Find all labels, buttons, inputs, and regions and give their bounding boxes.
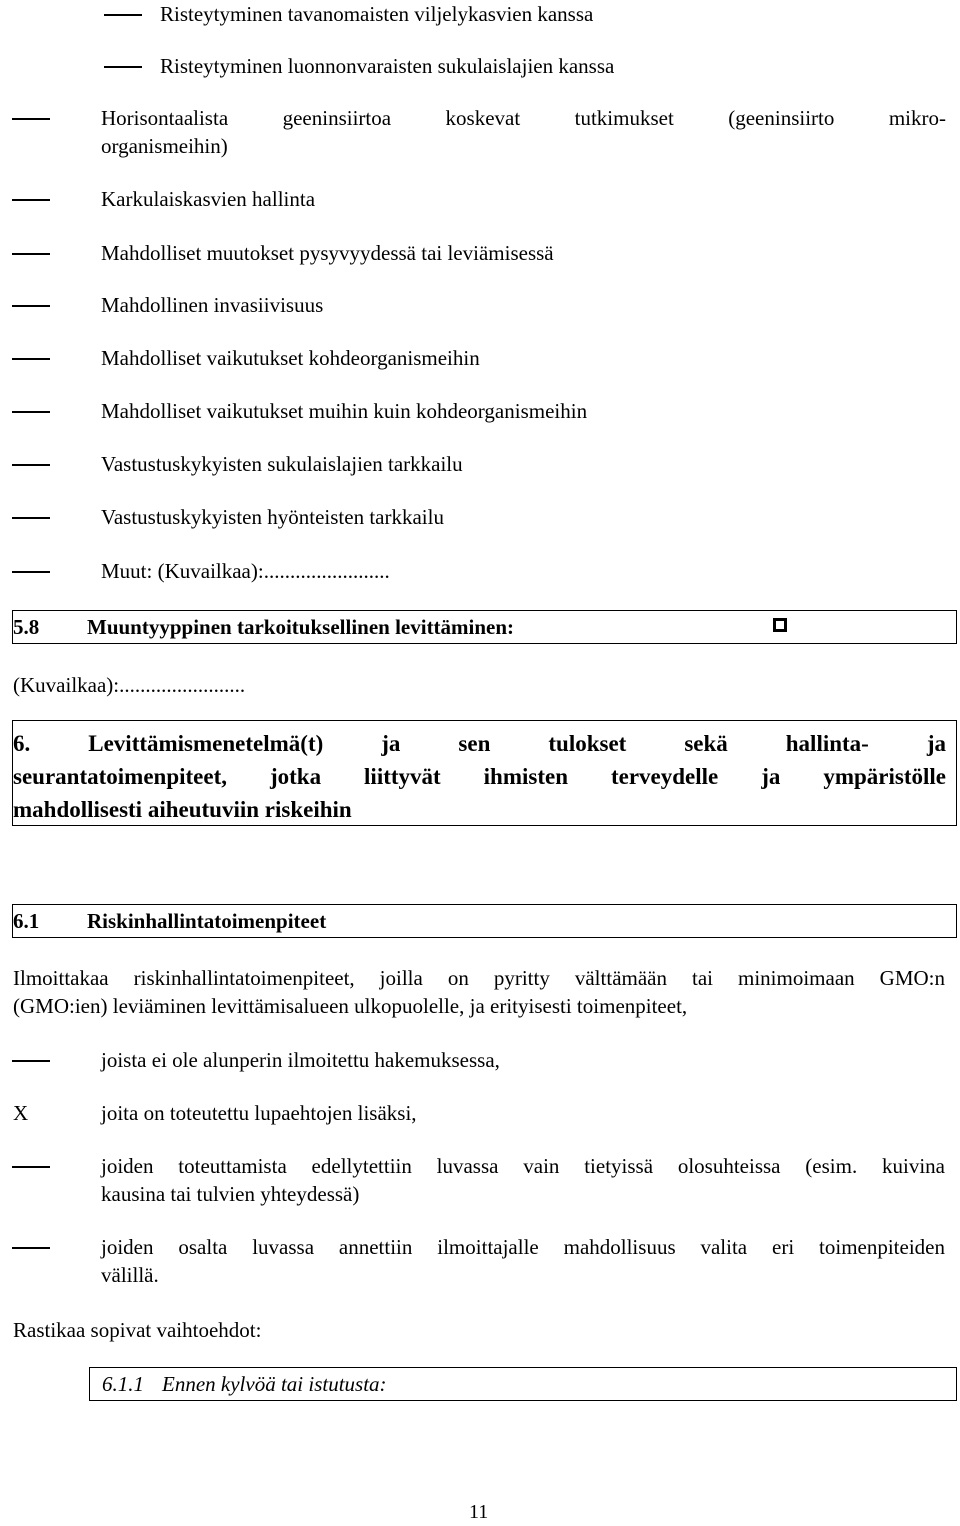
checkbox-icon[interactable] — [773, 618, 787, 632]
list-item — [0, 397, 960, 425]
intro-line: Ilmoittakaa riskinhallintatoimenpiteet, joilla on pyritty välttämään tai minimoimaan GMO:n — [13, 966, 945, 990]
option-item[interactable] — [0, 1233, 960, 1289]
dash-marker — [12, 411, 50, 413]
dash-marker — [12, 1166, 50, 1168]
section-title: Riskinhallintatoimenpiteet — [87, 909, 327, 933]
list-item-text: Mahdolliset muutokset pysyvyydessä tai leviämisessä — [101, 241, 554, 265]
list-item-text: Mahdolliset vaikutukset muihin kuin kohdeorganismeihin — [101, 399, 588, 423]
list-item-text: Vastustuskykyisten sukulaislajien tarkkailu — [101, 452, 463, 476]
option-item[interactable] — [0, 1152, 960, 1208]
list-item-text: Mahdollinen invasiivisuus — [101, 293, 324, 317]
list-item — [0, 104, 960, 160]
section-title: Muuntyyppinen tarkoituksellinen levittäminen: — [87, 615, 515, 639]
list-item-text: Mahdolliset vaikutukset kohdeorganismeihin — [101, 346, 480, 370]
list-item — [0, 450, 960, 478]
list-item — [0, 0, 960, 28]
option-text: joiden osalta luvassa annettiin ilmoittajalle mahdollisuus valita eri toimenpiteiden — [101, 1235, 945, 1259]
option-item[interactable] — [0, 1046, 960, 1074]
instruction-text: Rastikaa sopivat vaihtoehdot: — [13, 1318, 262, 1342]
list-item-text-continued: organismeihin) — [101, 134, 228, 158]
list-item — [0, 52, 960, 80]
list-item-text: Horisontaalista geeninsiirtoa koskevat tutkimukset (geeninsiirto mikro- — [101, 106, 946, 130]
section-number: 6.1.1 — [102, 1372, 144, 1396]
option-text: joiden toteuttamista edellytettiin luvassa vain tietyissä olosuhteissa (esim. kuivina — [101, 1154, 945, 1178]
dash-marker — [12, 358, 50, 360]
section-number: 6.1 — [13, 909, 40, 933]
list-item — [0, 291, 960, 319]
list-item — [0, 239, 960, 267]
dash-marker — [104, 66, 142, 68]
section-6-title-line3: mahdollisesti aiheutuviin riskeihin — [13, 797, 352, 822]
list-item-text: Karkulaiskasvien hallinta — [101, 187, 316, 211]
dash-marker — [12, 1060, 50, 1062]
list-item — [0, 344, 960, 372]
dash-marker — [12, 517, 50, 519]
section-6-1-heading — [12, 904, 957, 938]
list-item-text: Muut: (Kuvailkaa):........................ — [101, 559, 390, 583]
page-number: 11 — [469, 1501, 489, 1523]
list-item — [0, 503, 960, 531]
list-item-text: Vastustuskykyisten hyönteisten tarkkailu — [101, 505, 444, 529]
section-6-heading — [12, 720, 957, 826]
x-marker: X — [13, 1101, 29, 1125]
dash-marker — [12, 118, 50, 120]
intro-paragraph — [13, 964, 945, 1020]
section-6-1-1-heading — [89, 1367, 957, 1401]
dash-marker — [12, 1247, 50, 1249]
dash-marker — [12, 199, 50, 201]
list-item-text: Risteytyminen tavanomaisten viljelykasvien kanssa — [160, 2, 594, 26]
list-item-text: Risteytyminen luonnonvaraisten sukulaislajien kanssa — [160, 54, 615, 78]
option-text-continued: kausina tai tulvien yhteydessä) — [101, 1182, 360, 1206]
option-text: joista ei ole alunperin ilmoitettu hakemuksessa, — [101, 1048, 500, 1072]
section-5-8-heading — [12, 610, 957, 644]
dash-marker — [12, 305, 50, 307]
option-text-continued: välillä. — [101, 1263, 159, 1287]
dash-marker — [12, 464, 50, 466]
section-6-title-line2: seurantatoimenpiteet, jotka liittyvät ihmisten terveydelle ja ympäristölle — [13, 764, 946, 789]
option-text: joita on toteutettu lupaehtojen lisäksi, — [101, 1101, 417, 1125]
section-title: Levittämismenetelmä(t) ja sen tulokset sekä hallinta- ja — [88, 731, 946, 756]
dash-marker — [104, 14, 142, 16]
section-6-title-line1 — [13, 727, 946, 760]
dash-marker — [12, 571, 50, 573]
list-item — [0, 185, 960, 213]
describe-field: (Kuvailkaa):........................ — [13, 673, 246, 697]
option-item[interactable] — [0, 1099, 960, 1127]
list-item — [0, 557, 960, 585]
dash-marker — [12, 253, 50, 255]
section-number: 6. — [13, 731, 31, 756]
section-number: 5.8 — [13, 615, 40, 639]
section-title: Ennen kylvöä tai istutusta: — [162, 1372, 387, 1396]
intro-line: (GMO:ien) leviäminen levittämisalueen ulkopuolelle, ja erityisesti toimenpiteet, — [13, 994, 688, 1018]
